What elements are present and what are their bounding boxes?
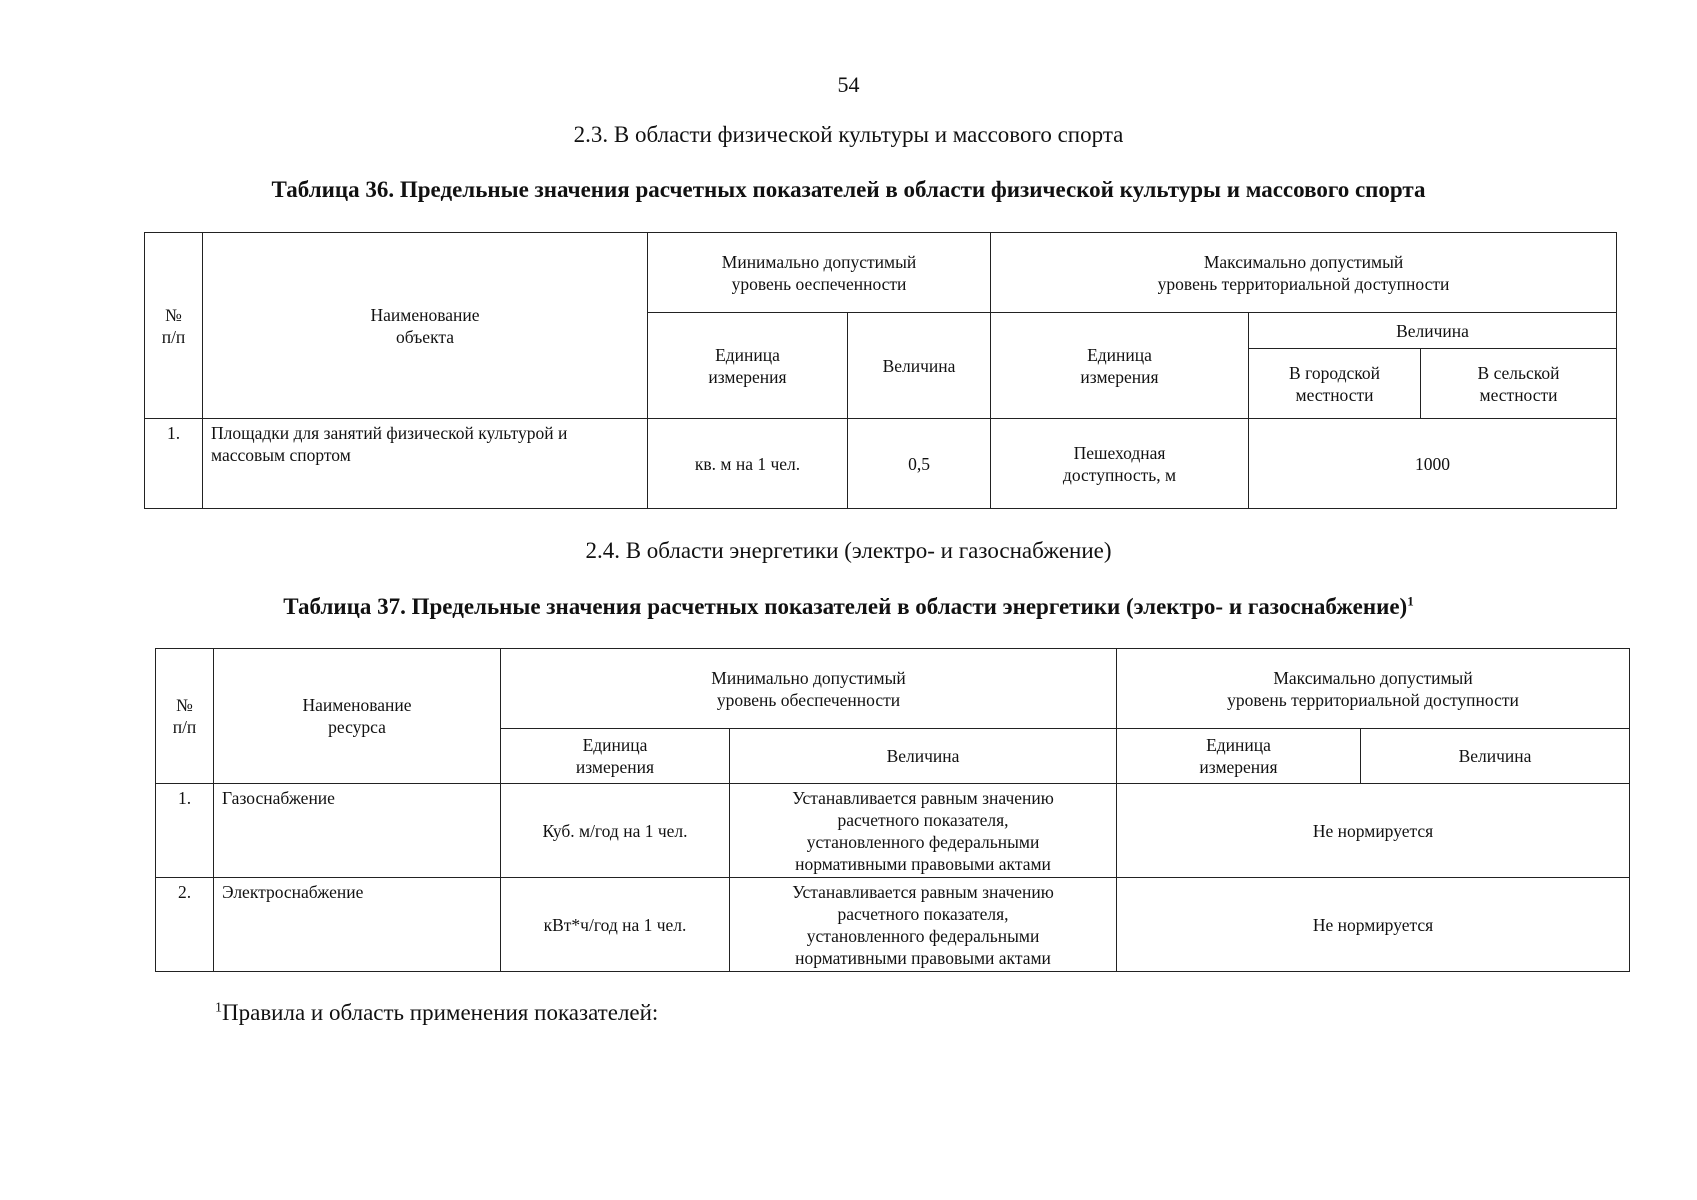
header-num: № п/п	[156, 649, 214, 784]
header-max-value: Величина	[1249, 313, 1617, 349]
header-min-unit: Единица измерения	[501, 729, 730, 784]
table-37	[155, 648, 1630, 972]
table-row	[156, 784, 1630, 878]
row-unit: кВт*ч/год на 1 чел.	[501, 878, 730, 972]
table-36	[144, 232, 1617, 509]
row-resource-name: Электроснабжение	[214, 878, 501, 972]
row-max: Не нормируется	[1117, 878, 1630, 972]
row-unit: кв. м на 1 чел.	[648, 419, 848, 509]
row-value: 0,5	[848, 419, 991, 509]
table-row	[156, 878, 1630, 972]
section-title-2-3: 2.3. В области физической культуры и массового спорта	[573, 122, 1124, 147]
row-value: Устанавливается равным значению расчетного показателя, установленного федеральными нормативными правовыми актами	[730, 784, 1117, 878]
header-resource-name: Наименование ресурса	[214, 649, 501, 784]
header-max-group: Максимально допустимый уровень территориальной доступности	[991, 233, 1617, 313]
page-number: 54	[837, 72, 860, 97]
header-rural: В сельской местности	[1421, 349, 1617, 419]
section-title-2-4: 2.4. В области энергетики (электро- и газоснабжение)	[585, 538, 1112, 563]
footnote-text: Правила и область применения показателей:	[222, 1000, 659, 1025]
header-urban: В городской местности	[1249, 349, 1421, 419]
footnote-mark: 1	[215, 1000, 222, 1016]
table-36-title: Таблица 36. Предельные значения расчетных показателей в области физической культуры и массового спорта	[271, 177, 1426, 202]
header-max-unit: Единица измерения	[991, 313, 1249, 419]
row-resource-name: Газоснабжение	[214, 784, 501, 878]
row-max-unit: Пешеходная доступность, м	[991, 419, 1249, 509]
footnote	[215, 1000, 658, 1026]
row-object-name: Площадки для занятий физической культурой и массовым спортом	[203, 419, 648, 509]
header-max-group: Максимально допустимый уровень территориальной доступности	[1117, 649, 1630, 729]
header-min-value: Величина	[848, 313, 991, 419]
table-row	[145, 419, 1617, 509]
row-num: 1.	[145, 419, 203, 509]
row-max: Не нормируется	[1117, 784, 1630, 878]
header-min-value: Величина	[730, 729, 1117, 784]
row-num: 1.	[156, 784, 214, 878]
row-max-value: 1000	[1249, 419, 1617, 509]
header-max-unit: Единица измерения	[1117, 729, 1361, 784]
header-min-group: Минимально допустимый уровень оеспеченности	[648, 233, 991, 313]
row-unit: Куб. м/год на 1 чел.	[501, 784, 730, 878]
header-min-unit: Единица измерения	[648, 313, 848, 419]
header-object-name: Наименование объекта	[203, 233, 648, 419]
table-37-title-text: Таблица 37. Предельные значения расчетных показателей в области энергетики (электро- и газоснабжение)	[283, 594, 1408, 619]
header-min-group: Минимально допустимый уровень обеспеченности	[501, 649, 1117, 729]
header-max-value: Величина	[1361, 729, 1630, 784]
row-value: Устанавливается равным значению расчетного показателя, установленного федеральными нормативными правовыми актами	[730, 878, 1117, 972]
header-num: № п/п	[145, 233, 203, 419]
row-num: 2.	[156, 878, 214, 972]
table-37-title	[0, 594, 1697, 620]
table-37-footnote-mark: 1	[1407, 593, 1414, 609]
